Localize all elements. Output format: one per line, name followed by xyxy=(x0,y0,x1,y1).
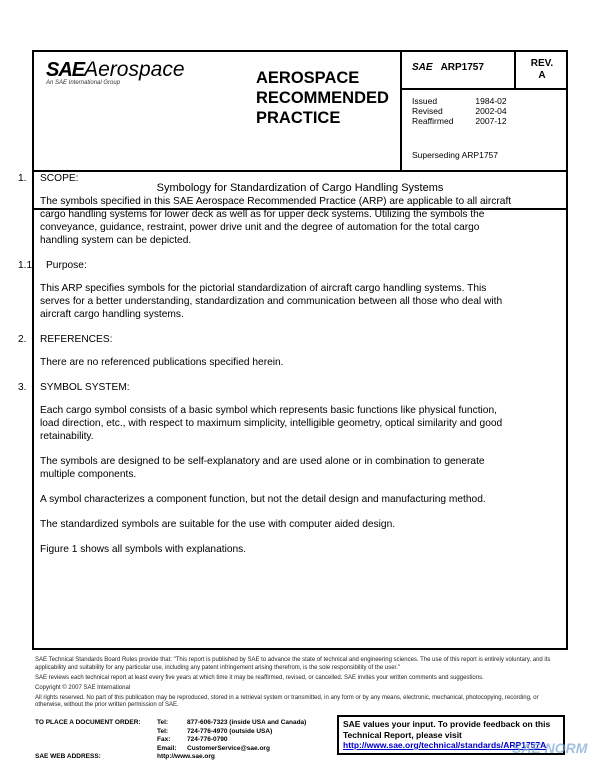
doc-type-line: PRACTICE xyxy=(256,109,341,127)
document-info xyxy=(400,52,568,170)
section-number: 1.1 xyxy=(18,260,33,271)
feedback-link[interactable]: http://www.sae.org/technical/standards/ARP1757A xyxy=(343,740,547,750)
paragraph: The symbols specified in this SAE Aerospace Recommended Practice (ARP) are applicable to all aircraft cargo handling systems for lower deck as well as for upper deck systems. Utilizing the symbols the conveyance, guidance, restraint, power drive unit and the degree of automation for the total cargo handling system can be depicted. xyxy=(40,196,512,246)
logo-sae: SAE xyxy=(46,59,85,81)
contact-key: Fax: xyxy=(157,736,171,743)
notice-paragraph: SAE Technical Standards Board Rules provide that: "This report is published by SAE to advance the state of technical and engineering sciences. The use of this report is entirely voluntary, and its applicability and suitability for any particular use, including any patent infringement arising therefrom, is the sole responsibility of the user." xyxy=(35,657,551,671)
date-label: Revised xyxy=(412,106,443,116)
date-label: Reaffirmed xyxy=(412,116,454,126)
document-number xyxy=(402,52,516,90)
rev-label: REV. xyxy=(530,58,554,69)
section-number: 3. xyxy=(18,382,27,393)
document-body xyxy=(18,172,518,568)
paragraph: This ARP specifies symbols for the pictorial standardization of aircraft cargo handling systems. This serves for a better understanding, standardization and communication between all those who deal with aircraft cargo handling systems. xyxy=(40,283,503,320)
web-label: SAE WEB ADDRESS: xyxy=(35,753,101,760)
section-number: 1. xyxy=(18,173,27,184)
date-value: 2007-12 xyxy=(475,116,507,126)
document-type xyxy=(256,68,389,128)
legal-notice xyxy=(35,657,565,712)
header xyxy=(34,52,566,172)
watermark-logo: SAE NORM xyxy=(512,740,588,756)
section-heading xyxy=(18,381,518,394)
revision xyxy=(516,52,568,90)
paragraph: The standardized symbols are suitable for the use with computer aided design. xyxy=(40,519,396,530)
sae-small-logo: SAE xyxy=(412,62,433,73)
doc-type-line: RECOMMENDED xyxy=(256,89,389,107)
paragraph: A symbol characterizes a component function, but not the detail design and manufacturing method. xyxy=(40,494,486,505)
contact-key: Tel: xyxy=(157,727,169,735)
section-number: 2. xyxy=(18,334,27,345)
section-heading xyxy=(18,172,518,185)
contact-value: 724-776-4970 (outside USA) xyxy=(187,727,273,735)
paragraph: The symbols are designed to be self-explanatory and are used alone or in combination to generate multiple components. xyxy=(40,456,485,480)
feedback-text: SAE values your input. To provide feedback on this Technical Report, please visit xyxy=(343,719,551,740)
section-title: REFERENCES: xyxy=(40,334,113,345)
paragraph: Each cargo symbol consists of a basic symbol which represents basic functions like physical function, load direction, etc., with respect to maximum simplicity, intelligible geometry, optical similarity and good retainability. xyxy=(40,405,503,442)
date-value: 1984-02 xyxy=(475,96,507,106)
section-heading xyxy=(18,333,518,346)
contact-value: 724-776-0790 xyxy=(187,736,228,743)
notice-paragraph: SAE reviews each technical report at least every five years at which time it may be reaffirmed, revised, or cancelled. SAE invites your written comments and suggestions. xyxy=(35,674,484,681)
paragraph: There are no referenced publications specified herein. xyxy=(40,357,284,368)
document-title: Symbology for Standardization of Cargo Handling Systems xyxy=(34,170,566,210)
order-label: TO PLACE A DOCUMENT ORDER: xyxy=(35,719,141,726)
section-title: SYMBOL SYSTEM: xyxy=(40,382,130,393)
copyright: Copyright © 2007 SAE International xyxy=(35,684,131,691)
sae-aerospace-logo xyxy=(46,58,185,86)
web-address[interactable]: http://www.sae.org xyxy=(157,753,215,760)
contact-key: Email: xyxy=(157,744,177,752)
contact-key: Tel: xyxy=(157,719,169,726)
doc-type-line: AEROSPACE xyxy=(256,69,360,87)
doc-number: ARP1757 xyxy=(440,62,484,73)
section-title: SCOPE: xyxy=(40,173,79,184)
superseding: Superseding ARP1757 xyxy=(412,150,499,160)
date-value: 2002-04 xyxy=(475,106,507,116)
contact-value: 877-606-7323 (inside USA and Canada) xyxy=(187,719,307,726)
contact-value: CustomerService@sae.org xyxy=(187,744,270,752)
rev-value: A xyxy=(538,70,546,81)
logo-aerospace: Aerospace xyxy=(84,58,185,81)
logo-subtitle: An SAE International Group xyxy=(46,80,121,86)
dates-table xyxy=(412,96,529,126)
notice-paragraph: All rights reserved. No part of this publication may be reproduced, stored in a retrieval system or transmitted, in any form or by any means, electronic, mechanical, photocopying, recording, or otherwise, without the prior written permission of SAE. xyxy=(35,694,539,708)
section-title: Purpose: xyxy=(46,260,87,271)
section-heading xyxy=(18,259,518,272)
date-label: Issued xyxy=(412,96,438,106)
paragraph: Figure 1 shows all symbols with explanations. xyxy=(40,544,247,555)
